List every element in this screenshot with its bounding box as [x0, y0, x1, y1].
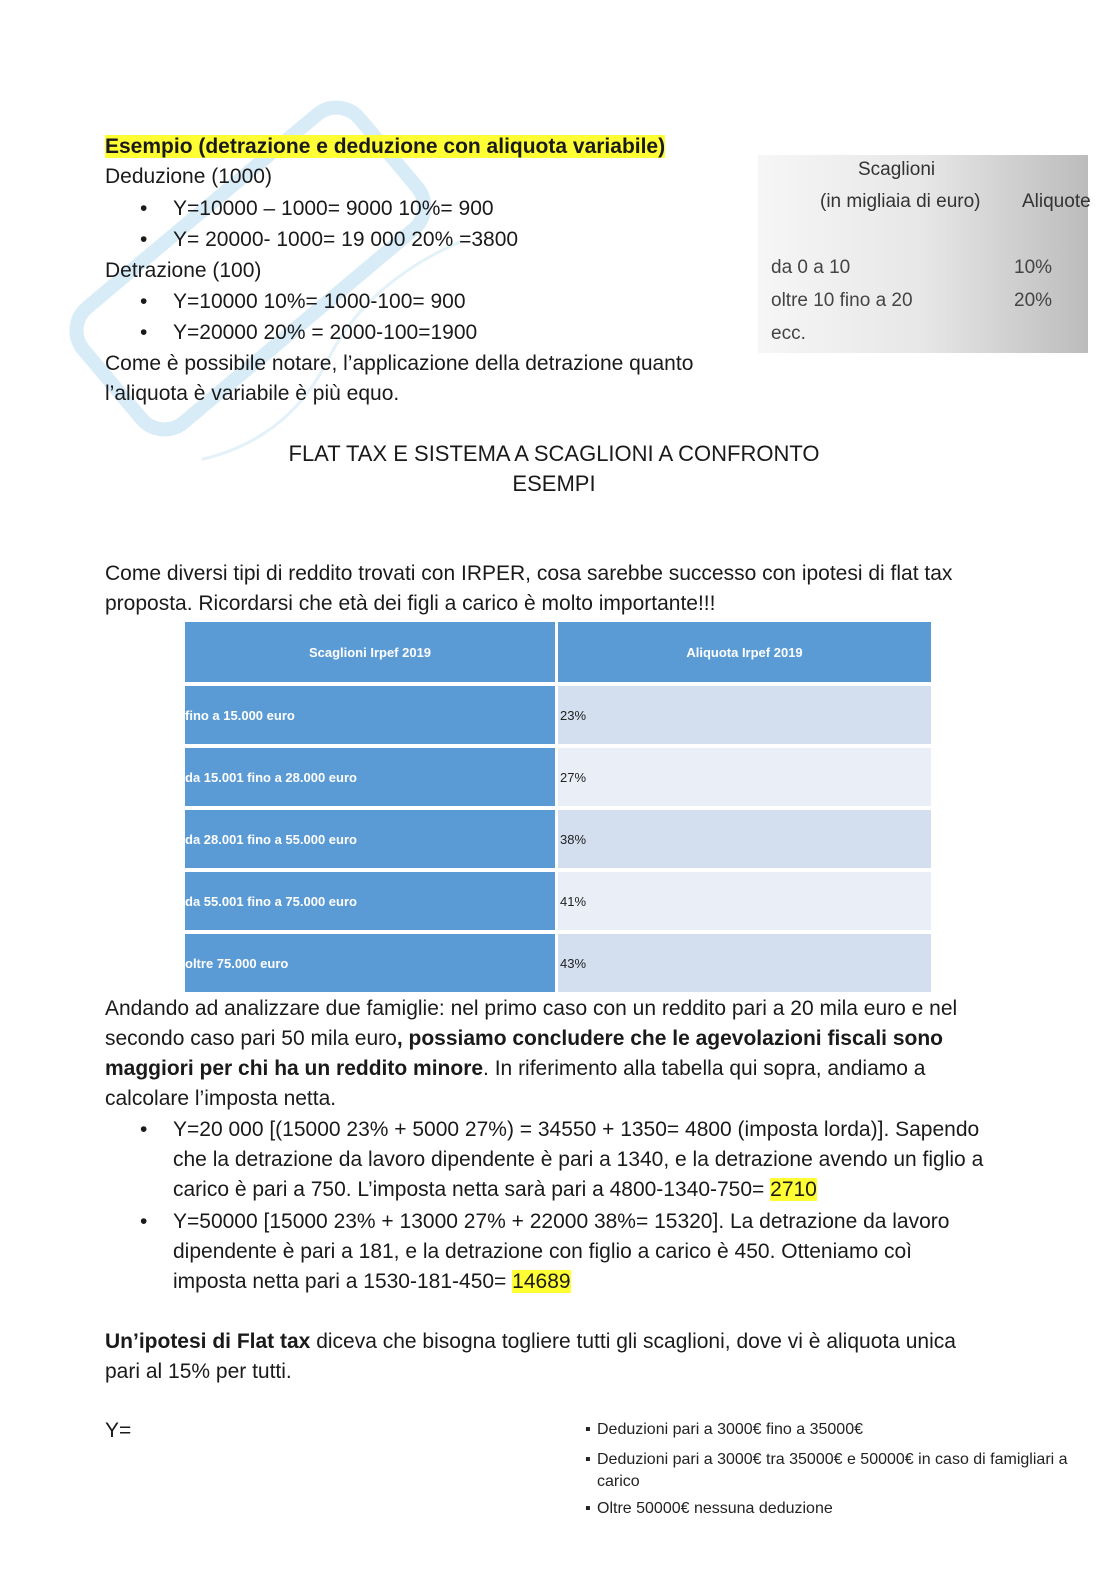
bullet-icon: •	[140, 321, 148, 344]
bullet-icon: •	[140, 1118, 148, 1141]
section-subtitle: ESEMPI	[512, 471, 596, 496]
analysis-line-4: calcolare l’imposta netta.	[105, 1087, 337, 1110]
scaglioni-subheader: (in migliaia di euro)	[820, 191, 981, 212]
deduzione-rule-2: Deduzioni pari a 3000€ tra 35000€ e 50000€ in caso di famigliari a carico	[597, 1451, 1068, 1490]
analysis-line-2: secondo caso pari 50 mila euro, possiamo concludere che le agevolazioni fiscali sono	[105, 1027, 944, 1050]
detrazione-item-2: Y=20000 20% = 2000-100=1900	[173, 321, 478, 344]
scaglioni-image	[758, 155, 1091, 353]
bullet-icon: ▪	[585, 1500, 591, 1517]
aliquote-header: Aliquote	[1022, 191, 1091, 212]
table-row	[185, 932, 931, 992]
scaglioni-header: Scaglioni	[858, 159, 936, 180]
scaglioni-row-rate: 20%	[1014, 290, 1053, 311]
analysis-line-1: Andando ad analizzare due famiglie: nel primo caso con un reddito pari a 20 mila euro e nel	[105, 997, 958, 1020]
case1-line-1: Y=20 000 [(15000 23% + 5000 27%) = 34550 + 1350= 4800 (imposta lorda)]. Sapendo	[173, 1118, 980, 1141]
table-row	[185, 746, 931, 808]
deduzione-label: Deduzione (1000)	[105, 165, 272, 188]
table-cell-bracket: da 15.001 fino a 28.000 euro	[185, 746, 557, 808]
bullet-icon: •	[140, 290, 148, 313]
section-title: FLAT TAX E SISTEMA A SCAGLIONI A CONFRONTO	[288, 441, 820, 466]
deduzione-rule-1: Deduzioni pari a 3000€ fino a 35000€	[597, 1421, 863, 1438]
analysis-line-3: maggiori per chi ha un reddito minore. In riferimento alla tabella qui sopra, andiamo a	[105, 1057, 926, 1080]
table-cell-bracket: oltre 75.000 euro	[185, 932, 557, 992]
bullet-icon: ▪	[585, 1421, 591, 1438]
table-header: Scaglioni Irpef 2019	[185, 622, 557, 684]
table-cell-rate: 27%	[557, 746, 932, 808]
scaglioni-row-range: oltre 10 fino a 20	[771, 290, 913, 311]
deduzione-item-1: Y=10000 – 1000= 9000 10%= 900	[173, 197, 494, 220]
detrazione-item-1: Y=10000 10%= 1000-100= 900	[173, 290, 466, 313]
case2-line-3: imposta netta pari a 1530-181-450= 14689	[173, 1270, 571, 1293]
table-row	[185, 870, 931, 932]
deduzioni-list	[585, 1419, 1085, 1519]
y-label: Y=	[105, 1419, 132, 1442]
case1-line-2: che la detrazione da lavoro dipendente è pari a 1340, e la detrazione avendo un figlio a	[173, 1148, 984, 1171]
case2-result: 14689	[512, 1270, 571, 1293]
bullet-icon: •	[140, 228, 148, 251]
table-cell-rate: 43%	[557, 932, 932, 992]
case1-line-3: carico è pari a 750. L’imposta netta sarà pari a 4800-1340-750= 2710	[173, 1178, 817, 1201]
table-cell-bracket: da 55.001 fino a 75.000 euro	[185, 870, 557, 932]
case2-line-1: Y=50000 [15000 23% + 13000 27% + 22000 38%= 15320]. La detrazione da lavoro	[173, 1210, 950, 1233]
table-cell-bracket: fino a 15.000 euro	[185, 684, 557, 746]
note-line-2: l’aliquota è variabile è più equo.	[105, 382, 400, 405]
scaglioni-row-range: da 0 a 10	[771, 257, 851, 278]
deduzione-rule-3: Oltre 50000€ nessuna deduzione	[597, 1500, 833, 1517]
example-title: Esempio (detrazione e deduzione con aliquota variabile)	[105, 135, 666, 158]
flat-tax-line-2: pari al 15% per tutti.	[105, 1360, 292, 1383]
bullet-icon: ▪	[585, 1451, 591, 1468]
table-cell-rate: 23%	[557, 684, 932, 746]
table-cell-bracket: da 28.001 fino a 55.000 euro	[185, 808, 557, 870]
bullet-icon: •	[140, 197, 148, 220]
table-row	[185, 684, 931, 746]
table-cell-rate: 38%	[557, 808, 932, 870]
flat-tax-line-1: Un’ipotesi di Flat tax diceva che bisogna togliere tutti gli scaglioni, dove vi è aliquota unica	[105, 1330, 956, 1353]
irpef-table	[185, 622, 931, 992]
bullet-icon: •	[140, 1210, 148, 1233]
table-header-row	[185, 622, 931, 684]
intro-line-1: Come diversi tipi di reddito trovati con IRPER, cosa sarebbe successo con ipotesi di flat tax	[105, 562, 953, 585]
scaglioni-row-range: ecc.	[771, 323, 806, 344]
scaglioni-row-rate: 10%	[1014, 257, 1053, 278]
intro-line-2: proposta. Ricordarsi che età dei figli a carico è molto importante!!!	[105, 592, 716, 615]
note-line-1: Come è possibile notare, l’applicazione della detrazione quanto	[105, 352, 694, 375]
table-header: Aliquota Irpef 2019	[557, 622, 932, 684]
detrazione-label: Detrazione (100)	[105, 259, 262, 282]
deduzione-item-2: Y= 20000- 1000= 19 000 20% =3800	[173, 228, 519, 251]
table-row	[185, 808, 931, 870]
table-cell-rate: 41%	[557, 870, 932, 932]
case2-line-2: dipendente è pari a 181, e la detrazione con figlio a carico è 450. Otteniamo coì	[173, 1240, 912, 1263]
case1-result: 2710	[770, 1178, 817, 1201]
